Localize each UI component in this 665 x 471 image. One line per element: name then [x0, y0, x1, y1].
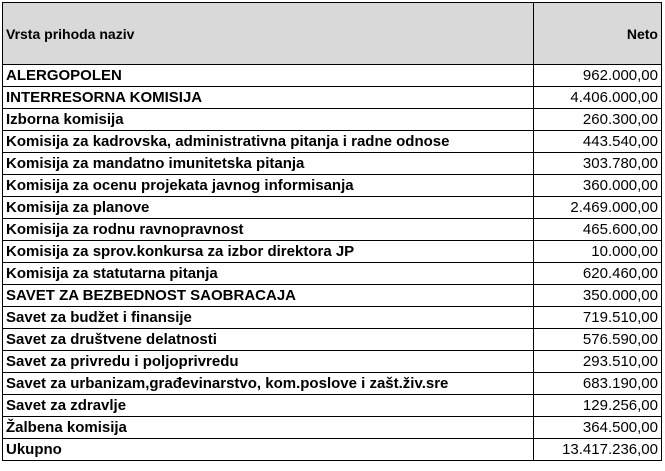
- total-label: Ukupno: [3, 439, 534, 461]
- column-header-neto: Neto: [534, 3, 662, 65]
- row-neto: 2.469.000,00: [534, 197, 662, 219]
- row-name: Komisija za sprov.konkursa za izbor direktora JP: [3, 241, 534, 263]
- row-name: Savet za urbanizam,građevinarstvo, kom.poslove i zašt.živ.sre: [3, 373, 534, 395]
- row-neto: 293.510,00: [534, 351, 662, 373]
- income-table: [2, 2, 662, 461]
- row-neto: 350.000,00: [534, 285, 662, 307]
- table-row: [3, 219, 662, 241]
- row-name: Komisija za planove: [3, 197, 534, 219]
- row-neto: 683.190,00: [534, 373, 662, 395]
- row-neto: 10.000,00: [534, 241, 662, 263]
- row-neto: 129.256,00: [534, 395, 662, 417]
- table-row: [3, 417, 662, 439]
- row-neto: 360.000,00: [534, 175, 662, 197]
- row-name: Komisija za mandatno imunitetska pitanja: [3, 153, 534, 175]
- table-row: [3, 285, 662, 307]
- row-neto: 620.460,00: [534, 263, 662, 285]
- table-row: [3, 175, 662, 197]
- column-header-name: Vrsta prihoda naziv: [3, 3, 534, 65]
- row-name: Komisija za kadrovska, administrativna pitanja i radne odnose: [3, 131, 534, 153]
- table-row: [3, 131, 662, 153]
- row-neto: 364.500,00: [534, 417, 662, 439]
- row-name: Komisija za ocenu projekata javnog informisanja: [3, 175, 534, 197]
- row-name: Izborna komisija: [3, 109, 534, 131]
- row-neto: 260.300,00: [534, 109, 662, 131]
- table-row: [3, 307, 662, 329]
- total-value: 13.417.236,00: [534, 439, 662, 461]
- row-neto: 576.590,00: [534, 329, 662, 351]
- table-row: [3, 395, 662, 417]
- table-row: [3, 373, 662, 395]
- table-row: [3, 241, 662, 263]
- table-row: [3, 351, 662, 373]
- table-row: [3, 263, 662, 285]
- header-row: [3, 3, 662, 65]
- row-neto: 962.000,00: [534, 65, 662, 87]
- row-neto: 303.780,00: [534, 153, 662, 175]
- row-name: Savet za društvene delatnosti: [3, 329, 534, 351]
- row-neto: 4.406.000,00: [534, 87, 662, 109]
- row-neto: 443.540,00: [534, 131, 662, 153]
- row-name: Savet za budžet i finansije: [3, 307, 534, 329]
- table-row: [3, 197, 662, 219]
- table-row: [3, 153, 662, 175]
- table-row: [3, 109, 662, 131]
- table-row: [3, 329, 662, 351]
- table-row: [3, 87, 662, 109]
- row-neto: 719.510,00: [534, 307, 662, 329]
- row-name: Komisija za statutarna pitanja: [3, 263, 534, 285]
- total-row: [3, 439, 662, 461]
- table-body: [3, 65, 662, 461]
- row-name: Žalbena komisija: [3, 417, 534, 439]
- row-name: INTERRESORNA KOMISIJA: [3, 87, 534, 109]
- row-name: Savet za privredu i poljoprivredu: [3, 351, 534, 373]
- row-name: Savet za zdravlje: [3, 395, 534, 417]
- row-name: SAVET ZA BEZBEDNOST SAOBRACAJA: [3, 285, 534, 307]
- row-name: Komisija za rodnu ravnopravnost: [3, 219, 534, 241]
- row-neto: 465.600,00: [534, 219, 662, 241]
- row-name: ALERGOPOLEN: [3, 65, 534, 87]
- table-row: [3, 65, 662, 87]
